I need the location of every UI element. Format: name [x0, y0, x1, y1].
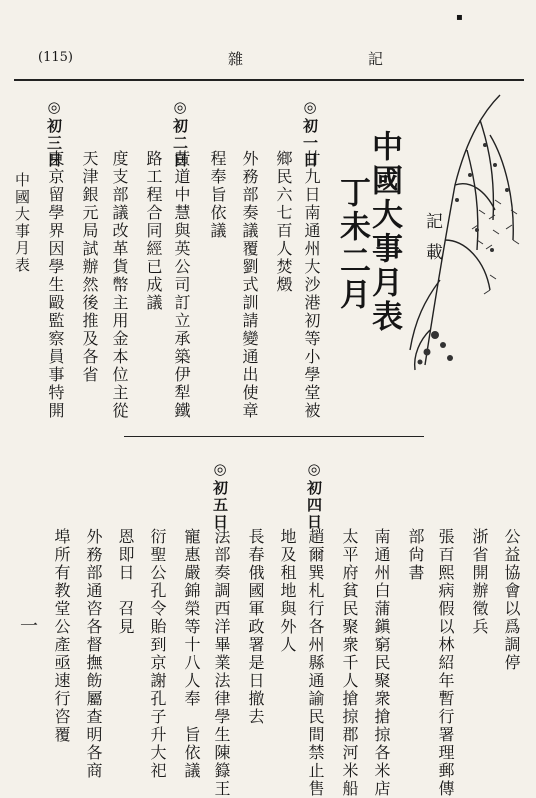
- entry-line: 寵惠嚴錦榮等十八人奉 旨依議: [182, 528, 201, 780]
- entry-line: 天津銀元局試辦然後推及各省: [80, 150, 99, 384]
- entry-line: 黃道中慧與英公司訂立承築伊犁鐵: [172, 150, 191, 420]
- entry-line: 趙爾巽札行各州縣通諭民間禁止售: [306, 528, 325, 798]
- date-label: ◎初一日: [301, 98, 319, 169]
- entry-line: 法部奏調西洋畢業法律學生陳籙王: [212, 528, 231, 798]
- entry-line: 鄉民六七百人焚燬: [274, 150, 293, 294]
- entry-line: 外務部通咨各督撫飭屬查明各商: [84, 528, 103, 780]
- running-title: 中國大事月表: [13, 172, 31, 274]
- entry-line: 太平府貧民聚衆千人搶掠郡河米船: [340, 528, 359, 798]
- entry-line: 廿九日南通州大沙港初等小學堂被: [302, 150, 321, 420]
- entry-line: 外務部奏議覆劉式訓請變通出使章: [240, 150, 259, 420]
- entry-line: 公益協會以爲調停: [502, 528, 521, 672]
- date-label: ◎初三日: [45, 98, 63, 169]
- entry-line: 程奉旨依議: [208, 150, 227, 240]
- entry-line: 浙省開辦徵兵: [470, 528, 489, 636]
- section-banner: 記載: [422, 212, 442, 274]
- page-number: (115): [38, 50, 73, 65]
- middle-rule: [124, 436, 424, 437]
- entry-line: 南通州白蒲鎭窮民聚衆搶掠各米店: [372, 528, 391, 798]
- date-label: ◎初四日: [305, 460, 323, 531]
- header-char-left: 雜: [228, 50, 244, 68]
- entry-line: 恩即日 召見: [116, 528, 135, 636]
- page-subtitle: 丁未二月: [334, 176, 370, 312]
- date-label: ◎初二日: [171, 98, 189, 169]
- page-title: 中國大事月表: [366, 130, 402, 334]
- entry-line: 張百熙病假以林紹年暫行署理郵傳: [436, 528, 455, 798]
- header-char-right: 記: [368, 50, 384, 68]
- entry-line: 路工程合同經已成議: [144, 150, 163, 312]
- corner-mark: ▪: [456, 12, 463, 23]
- entry-line: 東京留學界因學生毆監察員事特開: [46, 150, 65, 420]
- page-mark: 一: [17, 616, 38, 634]
- date-label: ◎初五日: [211, 460, 229, 531]
- entry-line: 埠所有教堂公產亟速行咨覆: [52, 528, 71, 744]
- entry-line: 度支部議改革貨幣主用金本位主從: [110, 150, 129, 420]
- entry-line: 部尙書: [406, 528, 425, 582]
- entry-line: 衍聖公孔令貽到京謝孔子升大祀: [148, 528, 167, 780]
- entry-line: 地及租地與外人: [278, 528, 297, 654]
- header-rule: [14, 79, 524, 81]
- entry-line: 長春俄國軍政署是日撤去: [246, 528, 265, 726]
- willow-branch-illustration: [395, 90, 525, 380]
